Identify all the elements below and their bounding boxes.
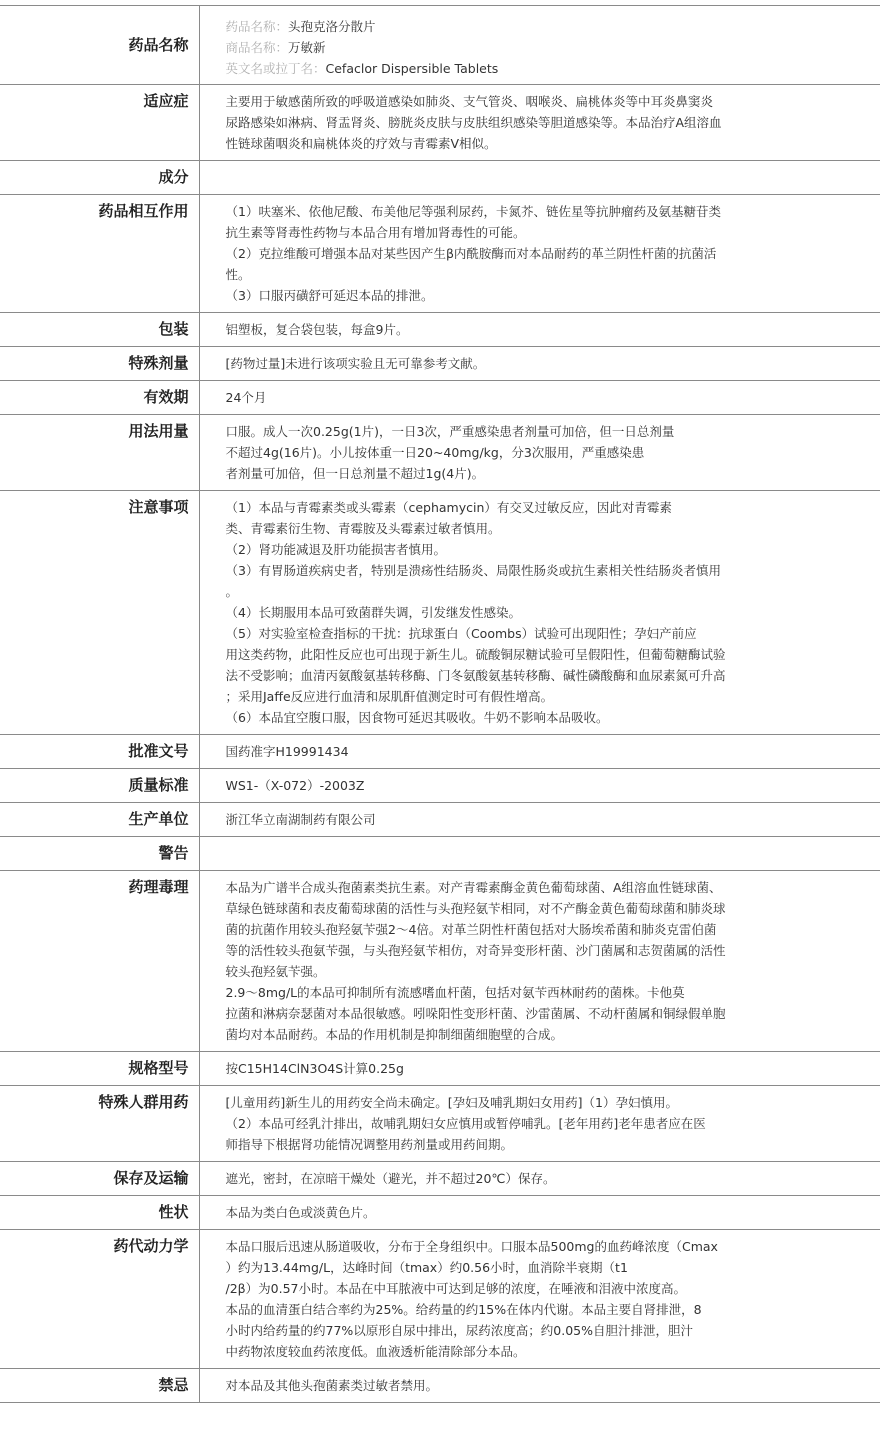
row-value	[199, 161, 880, 195]
text-line: 拉菌和淋病奈瑟菌对本品很敏感。吲哚阳性变形杆菌、沙雷菌属、不动杆菌属和铜绿假单胞	[225, 1006, 726, 1021]
text-line: /2β）为0.57小时。本品在中耳脓液中可达到足够的浓度，在唾液和泪液中浓度高。	[225, 1281, 686, 1296]
row-label: 性状	[0, 1196, 199, 1230]
row-label: 药代动力学	[0, 1230, 199, 1369]
text-line: （4）长期服用本品可致菌群失调，引发继发性感染。	[225, 605, 521, 620]
text-line: 师指导下根据肾功能情况调整用药剂量或用药间期。	[225, 1137, 514, 1152]
text-line: （2）肾功能减退及肝功能损害者慎用。	[225, 542, 446, 557]
row-precautions	[0, 491, 880, 735]
generic-name-key: 药品名称：	[225, 19, 289, 34]
row-ingredients	[0, 161, 880, 195]
row-value	[199, 415, 880, 491]
text-line: 口服。成人一次0.25g(1片)，一日3次，严重感染患者剂量可加倍，但一日总剂量	[225, 424, 675, 439]
row-pharmacology	[0, 871, 880, 1052]
row-value	[199, 837, 880, 871]
text-line: ）约为13.44mg/L，达峰时间（tmax）约0.56小时，血消除半衰期（t1	[225, 1260, 628, 1275]
text-line: （2）克拉维酸可增强本品对某些因产生β内酰胺酶而对本品耐药的革兰阴性杆菌的抗菌活	[225, 246, 717, 261]
row-value	[199, 871, 880, 1052]
trade-name-key: 商品名称：	[225, 40, 289, 55]
row-name	[0, 6, 880, 85]
text-line: 法不受影响；血清丙氨酸氨基转移酶、门冬氨酸氨基转移酶、碱性磷酸酶和血尿素氮可升高	[225, 668, 726, 683]
row-quality-standard	[0, 769, 880, 803]
text-line: WS1-（X-072）-2003Z	[225, 778, 365, 793]
generic-name-line	[226, 16, 789, 37]
text-line: （1）本品与青霉素类或头霉素（cephamycin）有交叉过敏反应，因此对青霉素	[225, 500, 672, 515]
text-line: 24个月	[225, 390, 267, 405]
row-label: 禁忌	[0, 1369, 199, 1403]
row-pharmacokinetics	[0, 1230, 880, 1369]
text-line: 对本品及其他头孢菌素类过敏者禁用。	[225, 1378, 439, 1393]
row-value	[199, 195, 880, 313]
row-label: 成分	[0, 161, 199, 195]
row-label: 有效期	[0, 381, 199, 415]
text-line: 抗生素等肾毒性药物与本品合用有增加肾毒性的可能。	[225, 225, 526, 240]
row-value	[199, 1162, 880, 1196]
row-manufacturer	[0, 803, 880, 837]
text-line: 按C15H14ClN3O4S计算0.25g	[225, 1061, 404, 1076]
row-label: 药品名称	[0, 6, 199, 85]
text-line: 中药物浓度较血药浓度低。血液透析能清除部分本品。	[225, 1344, 526, 1359]
row-storage	[0, 1162, 880, 1196]
text-line: 小时内给药量的约77%以原形自尿中排出，尿药浓度高；约0.05%自胆汁排泄，胆汁	[225, 1323, 693, 1338]
text-line: （3）口服丙磺舒可延迟本品的排泄。	[225, 288, 434, 303]
text-line: 不超过4g(16片)。小儿按体重一日20~40mg/kg，分3次服用，严重感染患	[225, 445, 645, 460]
row-validity	[0, 381, 880, 415]
trade-name-line	[226, 37, 789, 58]
row-special-population	[0, 1086, 880, 1162]
text-line: 主要用于敏感菌所致的呼吸道感染如肺炎、支气管炎、咽喉炎、扁桃体炎等中耳炎鼻窦炎	[225, 94, 714, 109]
text-line: 本品口服后迅速从肠道吸收，分布于全身组织中。口服本品500mg的血药峰浓度（Cmax	[225, 1239, 718, 1254]
row-warning	[0, 837, 880, 871]
row-special-dosage	[0, 347, 880, 381]
row-value	[199, 85, 880, 161]
english-name-line	[226, 58, 789, 79]
text-line: 菌均对本品耐药。本品的作用机制是抑制细菌细胞壁的合成。	[225, 1027, 564, 1042]
drug-info-body	[0, 6, 880, 1403]
row-value	[199, 735, 880, 769]
text-line: 本品为广谱半合成头孢菌素类抗生素。对产青霉素酶金黄色葡萄球菌、A组溶血性链球菌、	[225, 880, 722, 895]
row-label: 特殊人群用药	[0, 1086, 199, 1162]
text-line: 者剂量可加倍，但一日总剂量不超过1g(4片)。	[225, 466, 485, 481]
row-value	[199, 381, 880, 415]
row-label: 保存及运输	[0, 1162, 199, 1196]
row-value	[199, 1052, 880, 1086]
text-line: 2.9～8mg/L的本品可抑制所有流感嗜血杆菌，包括对氨苄西林耐药的菌株。卡他莫	[225, 985, 685, 1000]
row-value	[199, 313, 880, 347]
text-line: ；采用Jaffe反应进行血清和尿肌酐值测定时可有假性增高。	[225, 689, 554, 704]
text-line: 较头孢羟氨苄强。	[225, 964, 326, 979]
row-packaging	[0, 313, 880, 347]
row-approval-number	[0, 735, 880, 769]
row-appearance	[0, 1196, 880, 1230]
text-line: 本品为类白色或淡黄色片。	[225, 1205, 376, 1220]
text-line: 类、青霉素衍生物、青霉胺及头霉素过敏者慎用。	[225, 521, 501, 536]
row-value	[199, 1369, 880, 1403]
row-contraindications	[0, 1369, 880, 1403]
empty-value	[226, 167, 789, 188]
text-line: （1）呋塞米、依他尼酸、布美他尼等强利尿药，卡氮芥、链佐星等抗肿瘤药及氨基糖苷类	[225, 204, 721, 219]
text-line: 本品的血清蛋白结合率约为25%。给药量的约15%在体内代谢。本品主要自肾排泄，8	[225, 1302, 702, 1317]
text-line: 。	[225, 584, 239, 599]
text-line: 国药准字H19991434	[225, 744, 349, 759]
row-label: 警告	[0, 837, 199, 871]
generic-name-value: 头孢克洛分散片	[288, 19, 376, 34]
row-specification	[0, 1052, 880, 1086]
row-value	[199, 6, 880, 85]
row-indications	[0, 85, 880, 161]
row-label: 批准文号	[0, 735, 199, 769]
empty-value	[226, 843, 789, 864]
row-value	[199, 347, 880, 381]
row-label: 包装	[0, 313, 199, 347]
english-name-value: Cefaclor Dispersible Tablets	[325, 61, 499, 76]
row-label: 生产单位	[0, 803, 199, 837]
text-line: [药物过量]未进行该项实验且无可靠参考文献。	[225, 356, 486, 371]
row-label: 特殊剂量	[0, 347, 199, 381]
text-line: [儿童用药]新生儿的用药安全尚未确定。[孕妇及哺乳期妇女用药]（1）孕妇慎用。	[225, 1095, 678, 1110]
row-value	[199, 1230, 880, 1369]
text-line: 遮光，密封，在凉暗干燥处（避光，并不超过20℃）保存。	[225, 1171, 556, 1186]
text-line: （5）对实验室检查指标的干扰：抗球蛋白（Coombs）试验可出现阳性；孕妇产前应	[225, 626, 697, 641]
row-value	[199, 769, 880, 803]
text-line: （6）本品宜空腹口服，因食物可延迟其吸收。牛奶不影响本品吸收。	[225, 710, 609, 725]
drug-info-table	[0, 5, 880, 1403]
row-interactions	[0, 195, 880, 313]
row-label: 用法用量	[0, 415, 199, 491]
text-line: 菌的抗菌作用较头孢羟氨苄强2～4倍。对革兰阴性杆菌包括对大肠埃希菌和肺炎克雷伯菌	[225, 922, 717, 937]
text-line: 铝塑板，复合袋包装，每盒9片。	[225, 322, 409, 337]
trade-name-value: 万敏新	[288, 40, 326, 55]
row-label: 质量标准	[0, 769, 199, 803]
row-value	[199, 1196, 880, 1230]
text-line: （3）有胃肠道疾病史者，特别是溃疡性结肠炎、局限性肠炎或抗生素相关性结肠炎者慎用	[225, 563, 721, 578]
row-label: 药品相互作用	[0, 195, 199, 313]
text-line: 性链球菌咽炎和扁桃体炎的疗效与青霉素V相似。	[225, 136, 497, 151]
text-line: 浙江华立南湖制药有限公司	[225, 812, 376, 827]
english-name-key: 英文名或拉丁名：	[225, 61, 326, 76]
row-label: 药理毒理	[0, 871, 199, 1052]
row-value	[199, 1086, 880, 1162]
text-line: 性。	[225, 267, 251, 282]
row-label: 适应症	[0, 85, 199, 161]
text-line: （2）本品可经乳汁排出，故哺乳期妇女应慎用或暂停哺乳。[老年用药]老年患者应在医	[225, 1116, 706, 1131]
row-label: 规格型号	[0, 1052, 199, 1086]
text-line: 用这类药物，此阳性反应也可出现于新生儿。硫酸铜尿糖试验可呈假阳性，但葡萄糖酶试验	[225, 647, 726, 662]
row-value	[199, 491, 880, 735]
row-label: 注意事项	[0, 491, 199, 735]
row-value	[199, 803, 880, 837]
text-line: 等的活性较头孢氨苄强，与头孢羟氨苄相仿，对奇异变形杆菌、沙门菌属和志贺菌属的活性	[225, 943, 726, 958]
text-line: 草绿色链球菌和表皮葡萄球菌的活性与头孢羟氨苄相同，对不产酶金黄色葡萄球菌和肺炎球	[225, 901, 726, 916]
text-line: 尿路感染如淋病、肾盂肾炎、膀胱炎皮肤与皮肤组织感染等胆道感染等。本品治疗A组溶血	[225, 115, 722, 130]
row-dosage	[0, 415, 880, 491]
